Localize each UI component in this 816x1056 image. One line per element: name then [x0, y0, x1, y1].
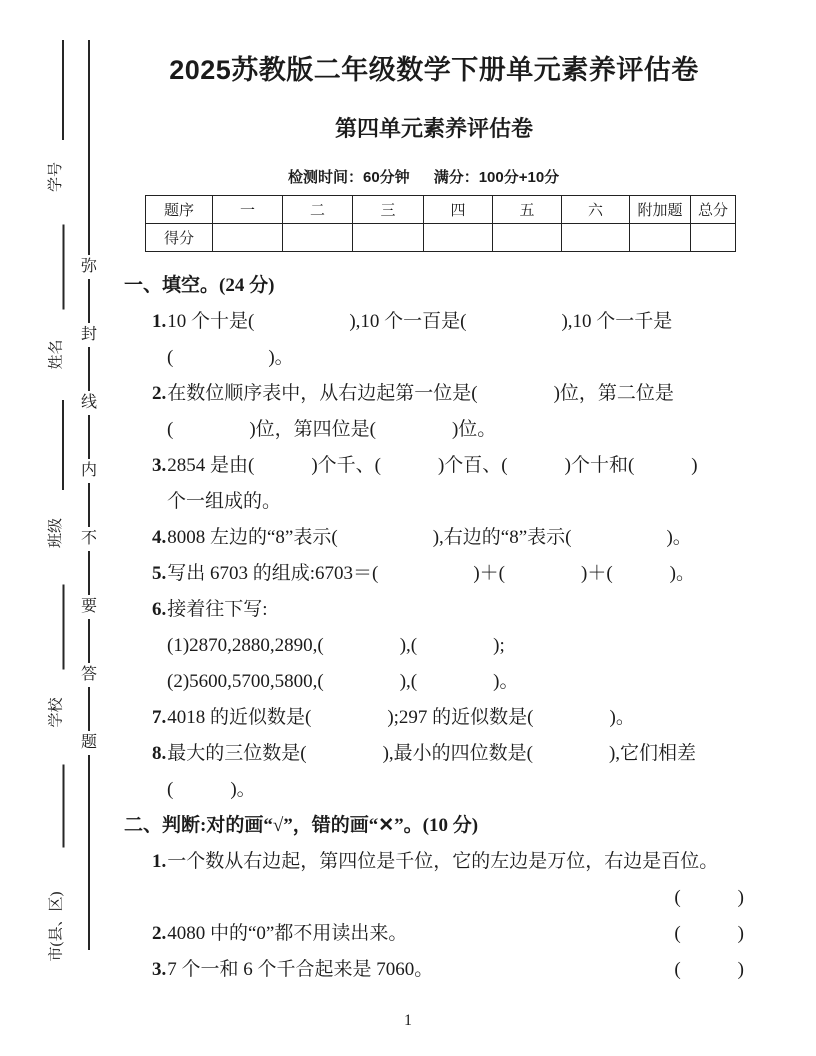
- score-table-header-cell: 题序: [146, 196, 213, 224]
- score-table-header-cell: 二: [283, 196, 353, 224]
- seal-char: 不: [80, 530, 97, 547]
- question-4-line: [110, 520, 758, 556]
- seal-char: 要: [80, 598, 97, 615]
- score-table: [145, 195, 736, 252]
- score-cell-empty: [424, 224, 493, 252]
- answer-parens: ( ): [674, 959, 744, 980]
- question-number: 3.: [152, 959, 167, 980]
- question-text: (2)5600,5700,5800,( ),( )。: [167, 671, 519, 692]
- seal-line-segment: [88, 619, 90, 663]
- question-text: ( )位，第四位是( )位。: [167, 419, 497, 440]
- question-text: 最大的三位数是( ),最小的四位数是( ),它们相差: [167, 743, 697, 764]
- score-cell-empty: [213, 224, 283, 252]
- question-number: 2.: [152, 383, 167, 404]
- write-in-rule: [62, 225, 64, 310]
- question-8-line: [110, 772, 758, 808]
- question-text: ( )。: [167, 779, 256, 800]
- judge-question-2: [110, 916, 758, 952]
- question-number: 1.: [152, 311, 167, 332]
- exam-subtitle: 第四单元素养评估卷: [334, 116, 533, 141]
- question-number: 1.: [152, 851, 167, 872]
- seal-line-segment: [88, 40, 90, 255]
- score-table-header-cell: 五: [493, 196, 562, 224]
- score-cell-empty: [562, 224, 630, 252]
- question-text: 7 个一和 6 个千合起来是 7060。: [167, 959, 434, 980]
- question-6-line: [110, 592, 758, 628]
- score-table-header-cell: 三: [353, 196, 424, 224]
- margin-field-district: [45, 765, 67, 962]
- seal-char: 封: [80, 326, 97, 343]
- write-in-rule: [62, 40, 64, 140]
- question-text: (1)2870,2880,2890,( ),( );: [167, 635, 505, 656]
- seal-char: 题: [80, 734, 97, 751]
- question-text: 一个数从右边起，第四位是千位，它的左边是万位，右边是百位。: [167, 851, 719, 872]
- seal-char: 答: [80, 666, 97, 683]
- section-2-heading: 二、判断:对的画“√”，错的画“✕”。(10 分): [124, 815, 479, 836]
- question-number: 3.: [152, 455, 167, 476]
- score-table-header-cell: 四: [424, 196, 493, 224]
- seal-line-segment: [88, 755, 90, 950]
- seal-line-segment: [88, 415, 90, 459]
- score-cell-empty: [691, 224, 736, 252]
- question-text: 4080 中的“0”都不用读出来。: [167, 923, 408, 944]
- score-row-label: 得分: [146, 224, 213, 252]
- seal-line-segment: [88, 687, 90, 731]
- question-number: 6.: [152, 599, 167, 620]
- exam-time-label: 检测时间：60分钟: [288, 169, 410, 186]
- seal-line-column: [80, 40, 98, 950]
- seal-char: 弥: [80, 258, 97, 275]
- question-3-line: [110, 448, 758, 484]
- question-text: 2854 是由( )个千、( )个百、( )个十和( ): [167, 455, 698, 476]
- score-cell-empty: [353, 224, 424, 252]
- question-2-line: [110, 412, 758, 448]
- write-in-rule: [62, 400, 64, 490]
- exam-full-score-label: 满分：100分+10分: [433, 169, 560, 186]
- question-text: ( )。: [167, 347, 294, 368]
- score-table-score-row: [146, 224, 736, 252]
- seal-line-segment: [88, 347, 90, 391]
- question-3-line: [110, 484, 758, 520]
- answer-parens: ( ): [674, 923, 744, 944]
- margin-field-label: 学号: [48, 161, 64, 192]
- seal-char: 内: [80, 462, 97, 479]
- section-true-false: [110, 808, 758, 988]
- write-in-rule: [62, 585, 64, 670]
- answer-parens: ( ): [674, 887, 744, 908]
- seal-line-segment: [88, 279, 90, 323]
- question-6-line: [110, 628, 758, 664]
- exam-title: 2025苏教版二年级数学下册单元素养评估卷: [169, 55, 699, 85]
- question-number: 2.: [152, 923, 167, 944]
- margin-field-label: 班级: [48, 517, 64, 548]
- question-text: 在数位顺序表中，从右边起第一位是( )位，第二位是: [167, 383, 674, 404]
- question-text: 10 个十是( ),10 个一百是( ),10 个一千是: [167, 311, 673, 332]
- seal-char: 线: [80, 394, 97, 411]
- write-in-rule: [62, 765, 64, 848]
- margin-field-student-number: [45, 40, 67, 192]
- question-5-line: [110, 556, 758, 592]
- question-number: 8.: [152, 743, 167, 764]
- question-text: 4018 的近似数是( );297 的近似数是( )。: [167, 707, 635, 728]
- exam-info-row: [288, 166, 758, 187]
- question-number: 4.: [152, 527, 167, 548]
- exam-content: [110, 0, 758, 988]
- judge-answer-line: [110, 880, 758, 916]
- question-number: 5.: [152, 563, 167, 584]
- question-text: 8008 左边的“8”表示( ),右边的“8”表示( )。: [167, 527, 692, 548]
- question-2-line: [110, 376, 758, 412]
- judge-question-1: [110, 844, 758, 880]
- judge-question-text-group: [152, 916, 407, 952]
- margin-field-school: [45, 585, 67, 728]
- section-1-heading: 一、填空。(24 分): [124, 275, 275, 296]
- margin-field-name: [45, 225, 67, 370]
- page-number: 1: [404, 1012, 412, 1029]
- score-table-header-cell: 附加题: [630, 196, 691, 224]
- question-6-line: [110, 664, 758, 700]
- judge-question-text-group: [152, 952, 433, 988]
- question-1-line: [110, 340, 758, 376]
- margin-field-label: 姓名: [48, 339, 64, 370]
- score-cell-empty: [493, 224, 562, 252]
- margin-field-class: [45, 400, 67, 548]
- score-table-header-cell: 一: [213, 196, 283, 224]
- margin-field-label: 学校: [48, 697, 64, 728]
- seal-line-segment: [88, 551, 90, 595]
- question-number: 7.: [152, 707, 167, 728]
- score-table-header-cell: 六: [562, 196, 630, 224]
- margin-field-label: 市(县、区): [48, 891, 64, 962]
- question-text: 个一组成的。: [167, 491, 282, 512]
- question-7-line: [110, 700, 758, 736]
- seal-line-segment: [88, 483, 90, 527]
- score-cell-empty: [630, 224, 691, 252]
- question-text: 接着往下写:: [167, 599, 268, 620]
- judge-question-3: [110, 952, 758, 988]
- question-1-line: [110, 304, 758, 340]
- score-table-header-cell: 总分: [691, 196, 736, 224]
- score-cell-empty: [283, 224, 353, 252]
- question-text: 写出 6703 的组成:6703＝( )＋( )＋( )。: [167, 563, 695, 584]
- section-fill-in-blanks: [110, 268, 758, 808]
- score-table-header-row: [146, 196, 736, 224]
- question-8-line: [110, 736, 758, 772]
